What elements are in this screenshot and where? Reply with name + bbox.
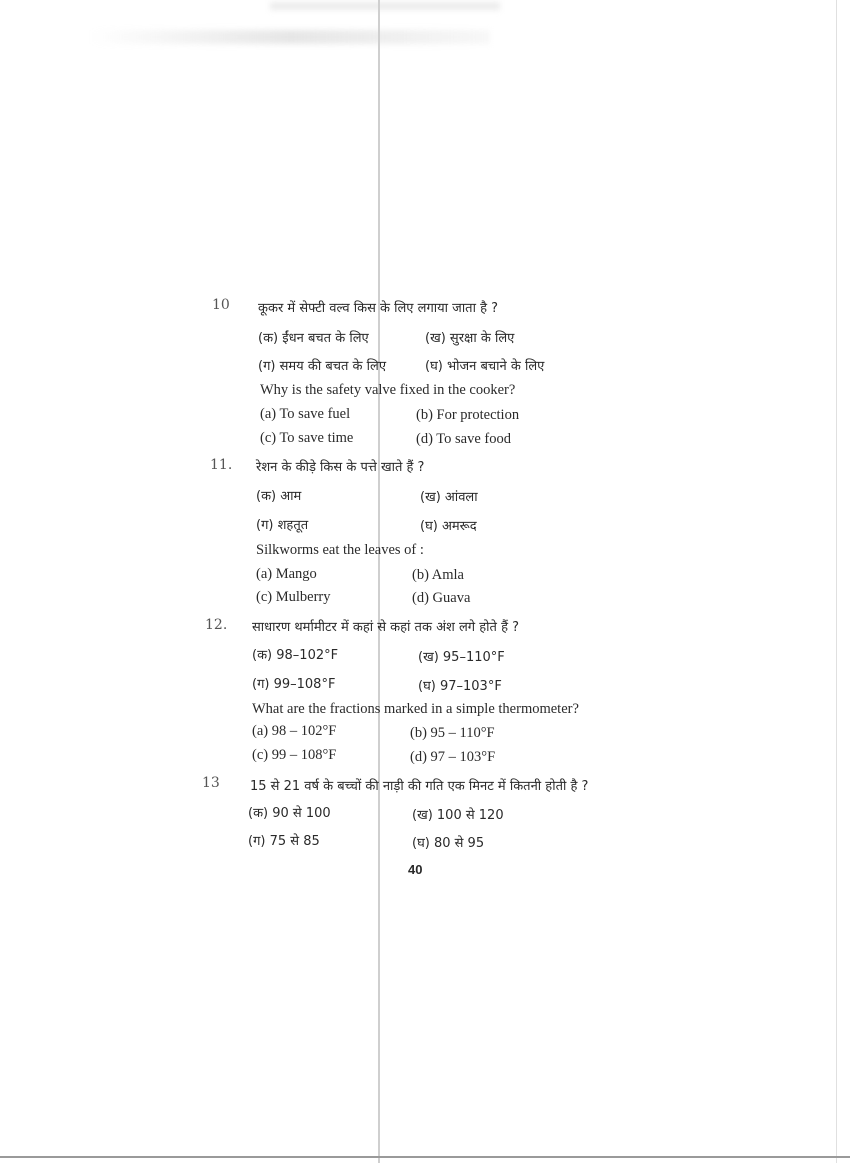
option-hindi: (घ) अमरूद (420, 519, 477, 534)
page-edge (836, 0, 837, 1163)
option-hindi: (क) आम (256, 489, 302, 504)
question-text-hindi: रेशन के कीड़े किस के पत्ते खाते हैं ? (256, 460, 425, 475)
option-hindi: (घ) 80 से 95 (412, 836, 485, 851)
question-text-hindi: 15 से 21 वर्ष के बच्चों की नाड़ी की गति एक मिनट में कितनी होती है ? (250, 779, 589, 794)
option-english: (c) To save time (260, 430, 354, 446)
question-text-english: What are the fractions marked in a simple thermometer? (252, 701, 579, 717)
option-hindi: (क) 90 से 100 (248, 806, 331, 821)
question-text-hindi: कूकर में सेफ्टी वल्व किस के लिए लगाया जाता है ? (258, 301, 499, 316)
option-english: (b) For protection (416, 407, 520, 423)
option-hindi: (ग) शहतूत (256, 518, 309, 533)
option-hindi: (ग) 99–108°F (252, 677, 336, 692)
option-hindi: (ख) 100 से 120 (412, 808, 504, 823)
question-number: 12. (205, 617, 228, 633)
page-edge (0, 1156, 850, 1158)
question-text-english: Silkworms eat the leaves of : (256, 542, 424, 558)
scan-smudge (90, 30, 490, 44)
option-hindi: (ग) 75 से 85 (248, 834, 320, 849)
option-hindi: (ग) समय की बचत के लिए (258, 359, 387, 374)
option-hindi: (क) ईंधन बचत के लिए (258, 331, 369, 346)
option-hindi: (घ) भोजन बचाने के लिए (425, 359, 545, 374)
page-number: 40 (408, 862, 423, 877)
question-number: 13 (202, 775, 220, 791)
question-number: 11. (210, 457, 233, 473)
option-english: (a) 98 – 102°F (252, 723, 337, 739)
option-english: (d) To save food (416, 431, 511, 447)
option-english: (a) Mango (256, 566, 317, 582)
option-english: (b) Amla (412, 567, 464, 583)
page-fold-line (378, 0, 380, 1163)
question-number: 10 (212, 297, 230, 313)
option-english: (b) 95 – 110°F (410, 725, 495, 741)
option-hindi: (ख) सुरक्षा के लिए (425, 331, 515, 346)
option-english: (d) 97 – 103°F (410, 749, 496, 765)
question-text-hindi: साधारण थर्मामीटर में कहां से कहां तक अंश लगे होते हैं ? (252, 620, 519, 635)
option-hindi: (क) 98–102°F (252, 648, 339, 663)
option-english: (c) Mulberry (256, 589, 331, 605)
option-hindi: (ख) 95–110°F (418, 650, 505, 665)
option-english: (a) To save fuel (260, 406, 351, 422)
question-text-english: Why is the safety valve fixed in the cooker? (260, 382, 516, 398)
option-hindi: (ख) आंवला (420, 490, 478, 505)
scan-smudge (270, 2, 500, 10)
option-english: (d) Guava (412, 590, 471, 606)
option-english: (c) 99 – 108°F (252, 747, 337, 763)
option-hindi: (घ) 97–103°F (418, 679, 502, 694)
